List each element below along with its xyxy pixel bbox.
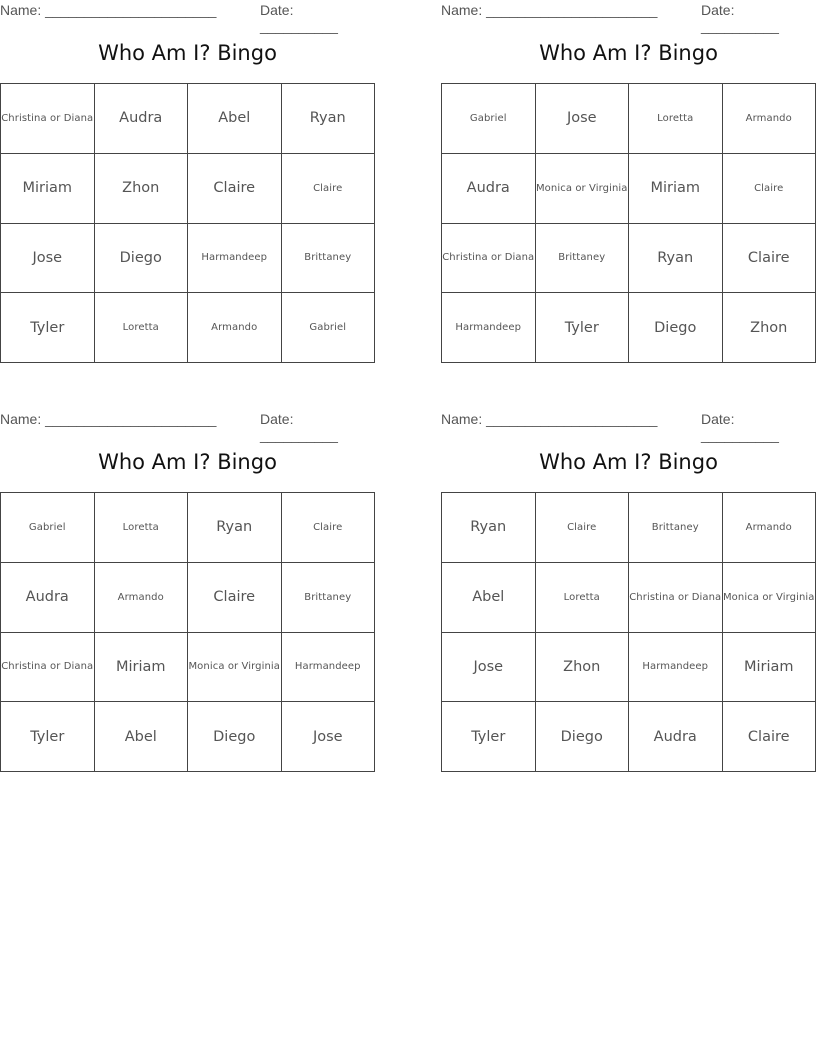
- bingo-grid: [0, 83, 375, 363]
- bingo-cell: Harmandeep: [442, 293, 536, 363]
- bingo-grid: [441, 83, 816, 363]
- bingo-cell: Miriam: [1, 154, 95, 224]
- name-field-label: Name: ______________________: [441, 2, 658, 18]
- bingo-cell: Monica or Virginia: [536, 154, 630, 224]
- bingo-cell: Ryan: [442, 493, 536, 563]
- bingo-cell: Christina or Diana: [442, 224, 536, 294]
- bingo-cell: Claire: [723, 224, 816, 294]
- date-field-label: Date: __________: [260, 411, 338, 443]
- bingo-cell: Claire: [188, 563, 282, 633]
- bingo-cell: Jose: [282, 702, 376, 772]
- bingo-cell: Armando: [723, 493, 816, 563]
- bingo-cell: Audra: [1, 563, 95, 633]
- bingo-cell: Jose: [536, 84, 630, 154]
- bingo-cell: Loretta: [536, 563, 630, 633]
- bingo-cell: Brittaney: [282, 224, 376, 294]
- bingo-cell: Miriam: [723, 633, 816, 703]
- name-date-line: [0, 2, 375, 34]
- bingo-cell: Gabriel: [1, 493, 95, 563]
- card-title: Who Am I? Bingo: [98, 450, 277, 474]
- card-title: Who Am I? Bingo: [539, 41, 718, 65]
- bingo-cell: Ryan: [282, 84, 376, 154]
- bingo-cell: Gabriel: [282, 293, 376, 363]
- date-field-label: Date: __________: [260, 2, 338, 34]
- bingo-cell: Christina or Diana: [1, 84, 95, 154]
- bingo-cell: Diego: [188, 702, 282, 772]
- bingo-cell: Loretta: [95, 293, 189, 363]
- bingo-cell: Audra: [95, 84, 189, 154]
- card-title: Who Am I? Bingo: [98, 41, 277, 65]
- bingo-cell: Claire: [536, 493, 630, 563]
- date-field-label: Date: __________: [701, 411, 779, 443]
- bingo-cell: Claire: [723, 154, 816, 224]
- name-field-label: Name: ______________________: [0, 411, 217, 427]
- bingo-cell: Brittaney: [536, 224, 630, 294]
- bingo-cell: Brittaney: [629, 493, 723, 563]
- bingo-cell: Diego: [536, 702, 630, 772]
- bingo-card: [0, 0, 375, 363]
- bingo-cell: Harmandeep: [282, 633, 376, 703]
- bingo-cell: Harmandeep: [629, 633, 723, 703]
- bingo-cell: Tyler: [1, 702, 95, 772]
- bingo-card: [0, 409, 375, 772]
- bingo-cell: Armando: [188, 293, 282, 363]
- bingo-cell: Audra: [629, 702, 723, 772]
- name-date-line: [441, 411, 816, 443]
- bingo-cell: Armando: [723, 84, 816, 154]
- bingo-cell: Christina or Diana: [1, 633, 95, 703]
- bingo-cell: Diego: [95, 224, 189, 294]
- bingo-grid: [0, 492, 375, 772]
- bingo-cell: Tyler: [536, 293, 630, 363]
- bingo-cell: Abel: [95, 702, 189, 772]
- bingo-cell: Loretta: [95, 493, 189, 563]
- bingo-cell: Audra: [442, 154, 536, 224]
- bingo-cell: Claire: [188, 154, 282, 224]
- bingo-cell: Monica or Virginia: [723, 563, 816, 633]
- bingo-cell: Claire: [282, 154, 376, 224]
- name-field-label: Name: ______________________: [0, 2, 217, 18]
- bingo-cell: Monica or Virginia: [188, 633, 282, 703]
- bingo-cell: Jose: [1, 224, 95, 294]
- bingo-cell: Claire: [282, 493, 376, 563]
- bingo-cell: Abel: [442, 563, 536, 633]
- name-date-line: [441, 2, 816, 34]
- bingo-card: [441, 409, 816, 772]
- card-title: Who Am I? Bingo: [539, 450, 718, 474]
- bingo-cell: Harmandeep: [188, 224, 282, 294]
- bingo-cell: Abel: [188, 84, 282, 154]
- name-field-label: Name: ______________________: [441, 411, 658, 427]
- bingo-card: [441, 0, 816, 363]
- bingo-cell: Zhon: [95, 154, 189, 224]
- bingo-cell: Ryan: [629, 224, 723, 294]
- date-field-label: Date: __________: [701, 2, 779, 34]
- bingo-cell: Zhon: [536, 633, 630, 703]
- bingo-cell: Diego: [629, 293, 723, 363]
- name-date-line: [0, 411, 375, 443]
- bingo-cell: Jose: [442, 633, 536, 703]
- bingo-cell: Miriam: [629, 154, 723, 224]
- bingo-cell: Ryan: [188, 493, 282, 563]
- bingo-cell: Christina or Diana: [629, 563, 723, 633]
- bingo-cell: Miriam: [95, 633, 189, 703]
- bingo-cell: Zhon: [723, 293, 816, 363]
- bingo-cell: Claire: [723, 702, 816, 772]
- bingo-grid: [441, 492, 816, 772]
- bingo-cell: Gabriel: [442, 84, 536, 154]
- bingo-cell: Loretta: [629, 84, 723, 154]
- bingo-cell: Brittaney: [282, 563, 376, 633]
- bingo-cell: Tyler: [442, 702, 536, 772]
- bingo-cell: Tyler: [1, 293, 95, 363]
- bingo-cell: Armando: [95, 563, 189, 633]
